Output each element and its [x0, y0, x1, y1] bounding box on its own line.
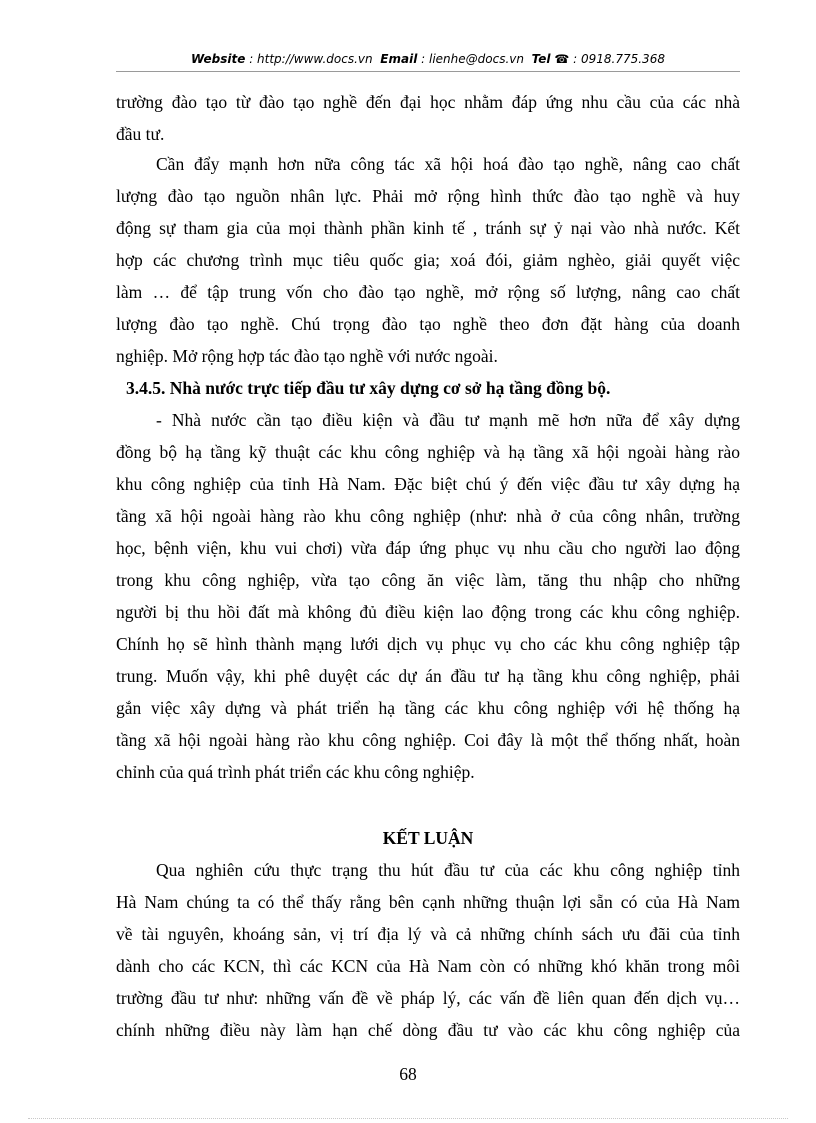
paragraph-line: người bị thu hồi đất mà không đủ điều kiện lao động trong các khu công nghiệp. [116, 602, 740, 622]
paragraph-line: trong khu công nghiệp, vừa tạo công ăn việc làm, tăng thu nhập cho những [116, 570, 740, 590]
paragraph-line: làm … để tập trung vốn cho đào tạo nghề, mở rộng số lượng, nâng cao chất [116, 282, 740, 302]
header-divider [116, 71, 740, 72]
paragraph-line: tầng xã hội ngoài hàng rào khu công nghiệp (như: nhà ở của công nhân, trường [116, 506, 740, 526]
tel-value: : 0918.775.368 [573, 52, 665, 66]
paragraph-vocational-training [116, 148, 740, 372]
paragraph-line: Chính họ sẽ hình thành mạng lưới dịch vụ phục vụ cho các khu công nghiệp tập [116, 634, 740, 654]
paragraph-line: Hà Nam chúng ta có thể thấy rằng bên cạnh những thuận lợi sẵn có của Hà Nam [116, 892, 740, 912]
phone-icon: ☎ [554, 52, 570, 66]
paragraph-line: học, bệnh viện, khu vui chơi) vừa đáp ứng phục vụ nhu cầu cho người lao động [116, 538, 740, 558]
conclusion-title: KẾT LUẬN [382, 828, 474, 848]
paragraph-line: chính những điều này làm hạn chế dòng đầu tư vào các khu công nghiệp của [116, 1020, 740, 1040]
paragraph-infrastructure [116, 404, 740, 788]
paragraph-line: tầng xã hội ngoài hàng rào khu công nghiệp. Coi đây là một thể thống nhất, hoàn [116, 730, 740, 750]
paragraph-continued [116, 86, 740, 150]
paragraph-line: gắn việc xây dựng và phát triển hạ tầng các khu công nghiệp với hệ thống hạ [116, 698, 740, 718]
paragraph-line: hợp các chương trình mục tiêu quốc gia; xoá đói, giảm nghèo, giải quyết việc [116, 250, 740, 270]
page-number: 68 [399, 1064, 417, 1084]
paragraph-line: nghiệp. Mở rộng hợp tác đào tạo nghề với nước ngoài. [116, 346, 498, 366]
paragraph-line: dành cho các KCN, thì các KCN của Hà Nam còn có những khó khăn trong môi [116, 956, 740, 976]
paragraph-line: trường đầu tư như: những vấn đề về pháp lý, các vấn đề liên quan đến dịch vụ… [116, 988, 740, 1008]
paragraph-line: - Nhà nước cần tạo điều kiện và đầu tư mạnh mẽ hơn nữa để xây dựng [156, 410, 740, 430]
footer-divider [28, 1118, 788, 1119]
paragraph-line: lượng đào tạo nghề. Chú trọng đào tạo nghề theo đơn đặt hàng của doanh [116, 314, 740, 334]
paragraph-line: đồng bộ hạ tầng kỹ thuật các khu công nghiệp và hạ tầng xã hội ngoài hàng rào [116, 442, 740, 462]
section-heading [126, 372, 740, 404]
paragraph-line: Qua nghiên cứu thực trạng thu hút đầu tư của các khu công nghiệp tỉnh [156, 860, 740, 880]
paragraph-line: đầu tư. [116, 124, 165, 144]
email-label: Email [380, 52, 418, 66]
paragraph-line: chỉnh của quá trình phát triển các khu công nghiệp. [116, 762, 475, 782]
section-heading-text: 3.4.5. Nhà nước trực tiếp đầu tư xây dựng cơ sở hạ tầng đồng bộ. [126, 378, 611, 398]
website-label: Website [191, 52, 246, 66]
paragraph-line: khu công nghiệp của tỉnh Hà Nam. Đặc biệt chú ý đến việc đầu tư xây dựng hạ [116, 474, 740, 494]
tel-label: Tel [531, 52, 551, 66]
paragraph-line: Cần đẩy mạnh hơn nữa công tác xã hội hoá đào tạo nghề, nâng cao chất [156, 154, 740, 174]
page-header [116, 52, 740, 66]
paragraph-line: động sự tham gia của mọi thành phần kinh tế , tránh sự ỷ nại vào nhà nước. Kết [116, 218, 740, 238]
paragraph-line: lượng đào tạo nguồn nhân lực. Phải mở rộng hình thức đào tạo nghề và huy [116, 186, 740, 206]
paragraph-line: trường đào tạo từ đào tạo nghề đến đại học nhằm đáp ứng nhu cầu của các nhà [116, 92, 740, 112]
paragraph-line: về tài nguyên, khoáng sản, vị trí địa lý và cả những chính sách ưu đãi của tỉnh [116, 924, 740, 944]
paragraph-conclusion [116, 854, 740, 1046]
paragraph-line: trung. Muốn vậy, khi phê duyệt các dự án đầu tư hạ tầng khu công nghiệp, phải [116, 666, 740, 686]
email-value: : lienhe@docs.vn [421, 52, 524, 66]
website-value: : http://www.docs.vn [249, 52, 373, 66]
